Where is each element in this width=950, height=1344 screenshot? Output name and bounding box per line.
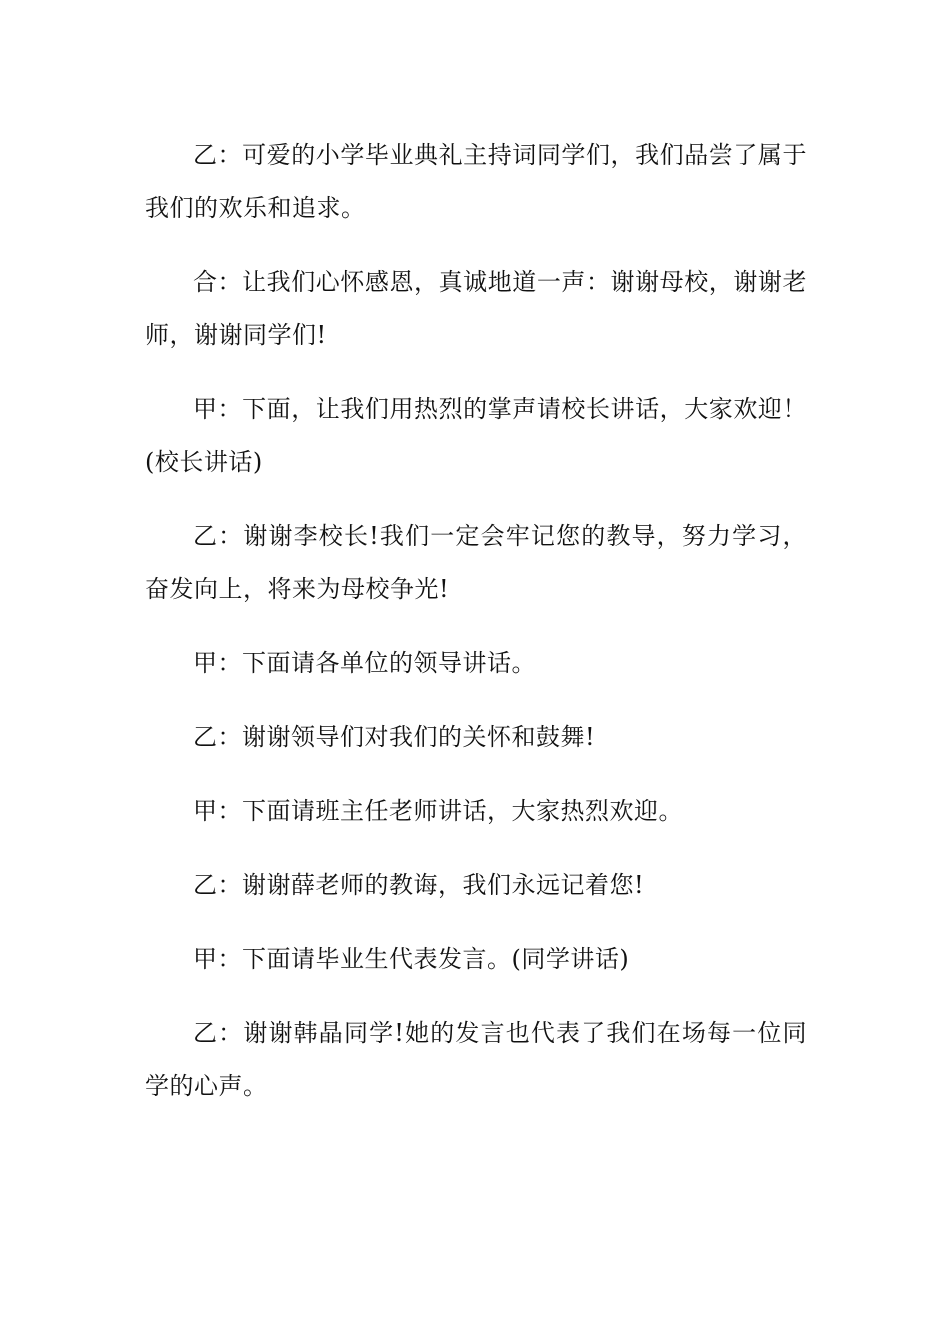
- paragraph: 合：让我们心怀感恩，真诚地道一声：谢谢母校，谢谢老师，谢谢同学们!: [145, 268, 807, 349]
- paragraph: 乙：谢谢薛老师的教诲，我们永远记着您!: [193, 871, 645, 899]
- paragraph: 乙：谢谢李校长!我们一定会牢记您的教导，努力学习，奋发向上，将来为母校争光!: [145, 522, 807, 603]
- paragraph: 甲：下面请毕业生代表发言。(同学讲话): [193, 945, 630, 973]
- paragraph: 乙：谢谢韩晶同学!她的发言也代表了我们在场每一位同学的心声。: [145, 1019, 807, 1100]
- paragraph: 甲：下面请班主任老师讲话，大家热烈欢迎。: [193, 797, 683, 825]
- paragraph: 乙：谢谢领导们对我们的关怀和鼓舞!: [193, 723, 596, 751]
- paragraph: 甲：下面请各单位的领导讲话。: [193, 649, 536, 677]
- paragraph: 乙：可爱的小学毕业典礼主持词同学们，我们品尝了属于我们的欢乐和追求。: [145, 141, 807, 222]
- document-body: [145, 129, 807, 1134]
- paragraph: 甲：下面，让我们用热烈的掌声请校长讲话，大家欢迎！(校长讲话): [145, 395, 807, 476]
